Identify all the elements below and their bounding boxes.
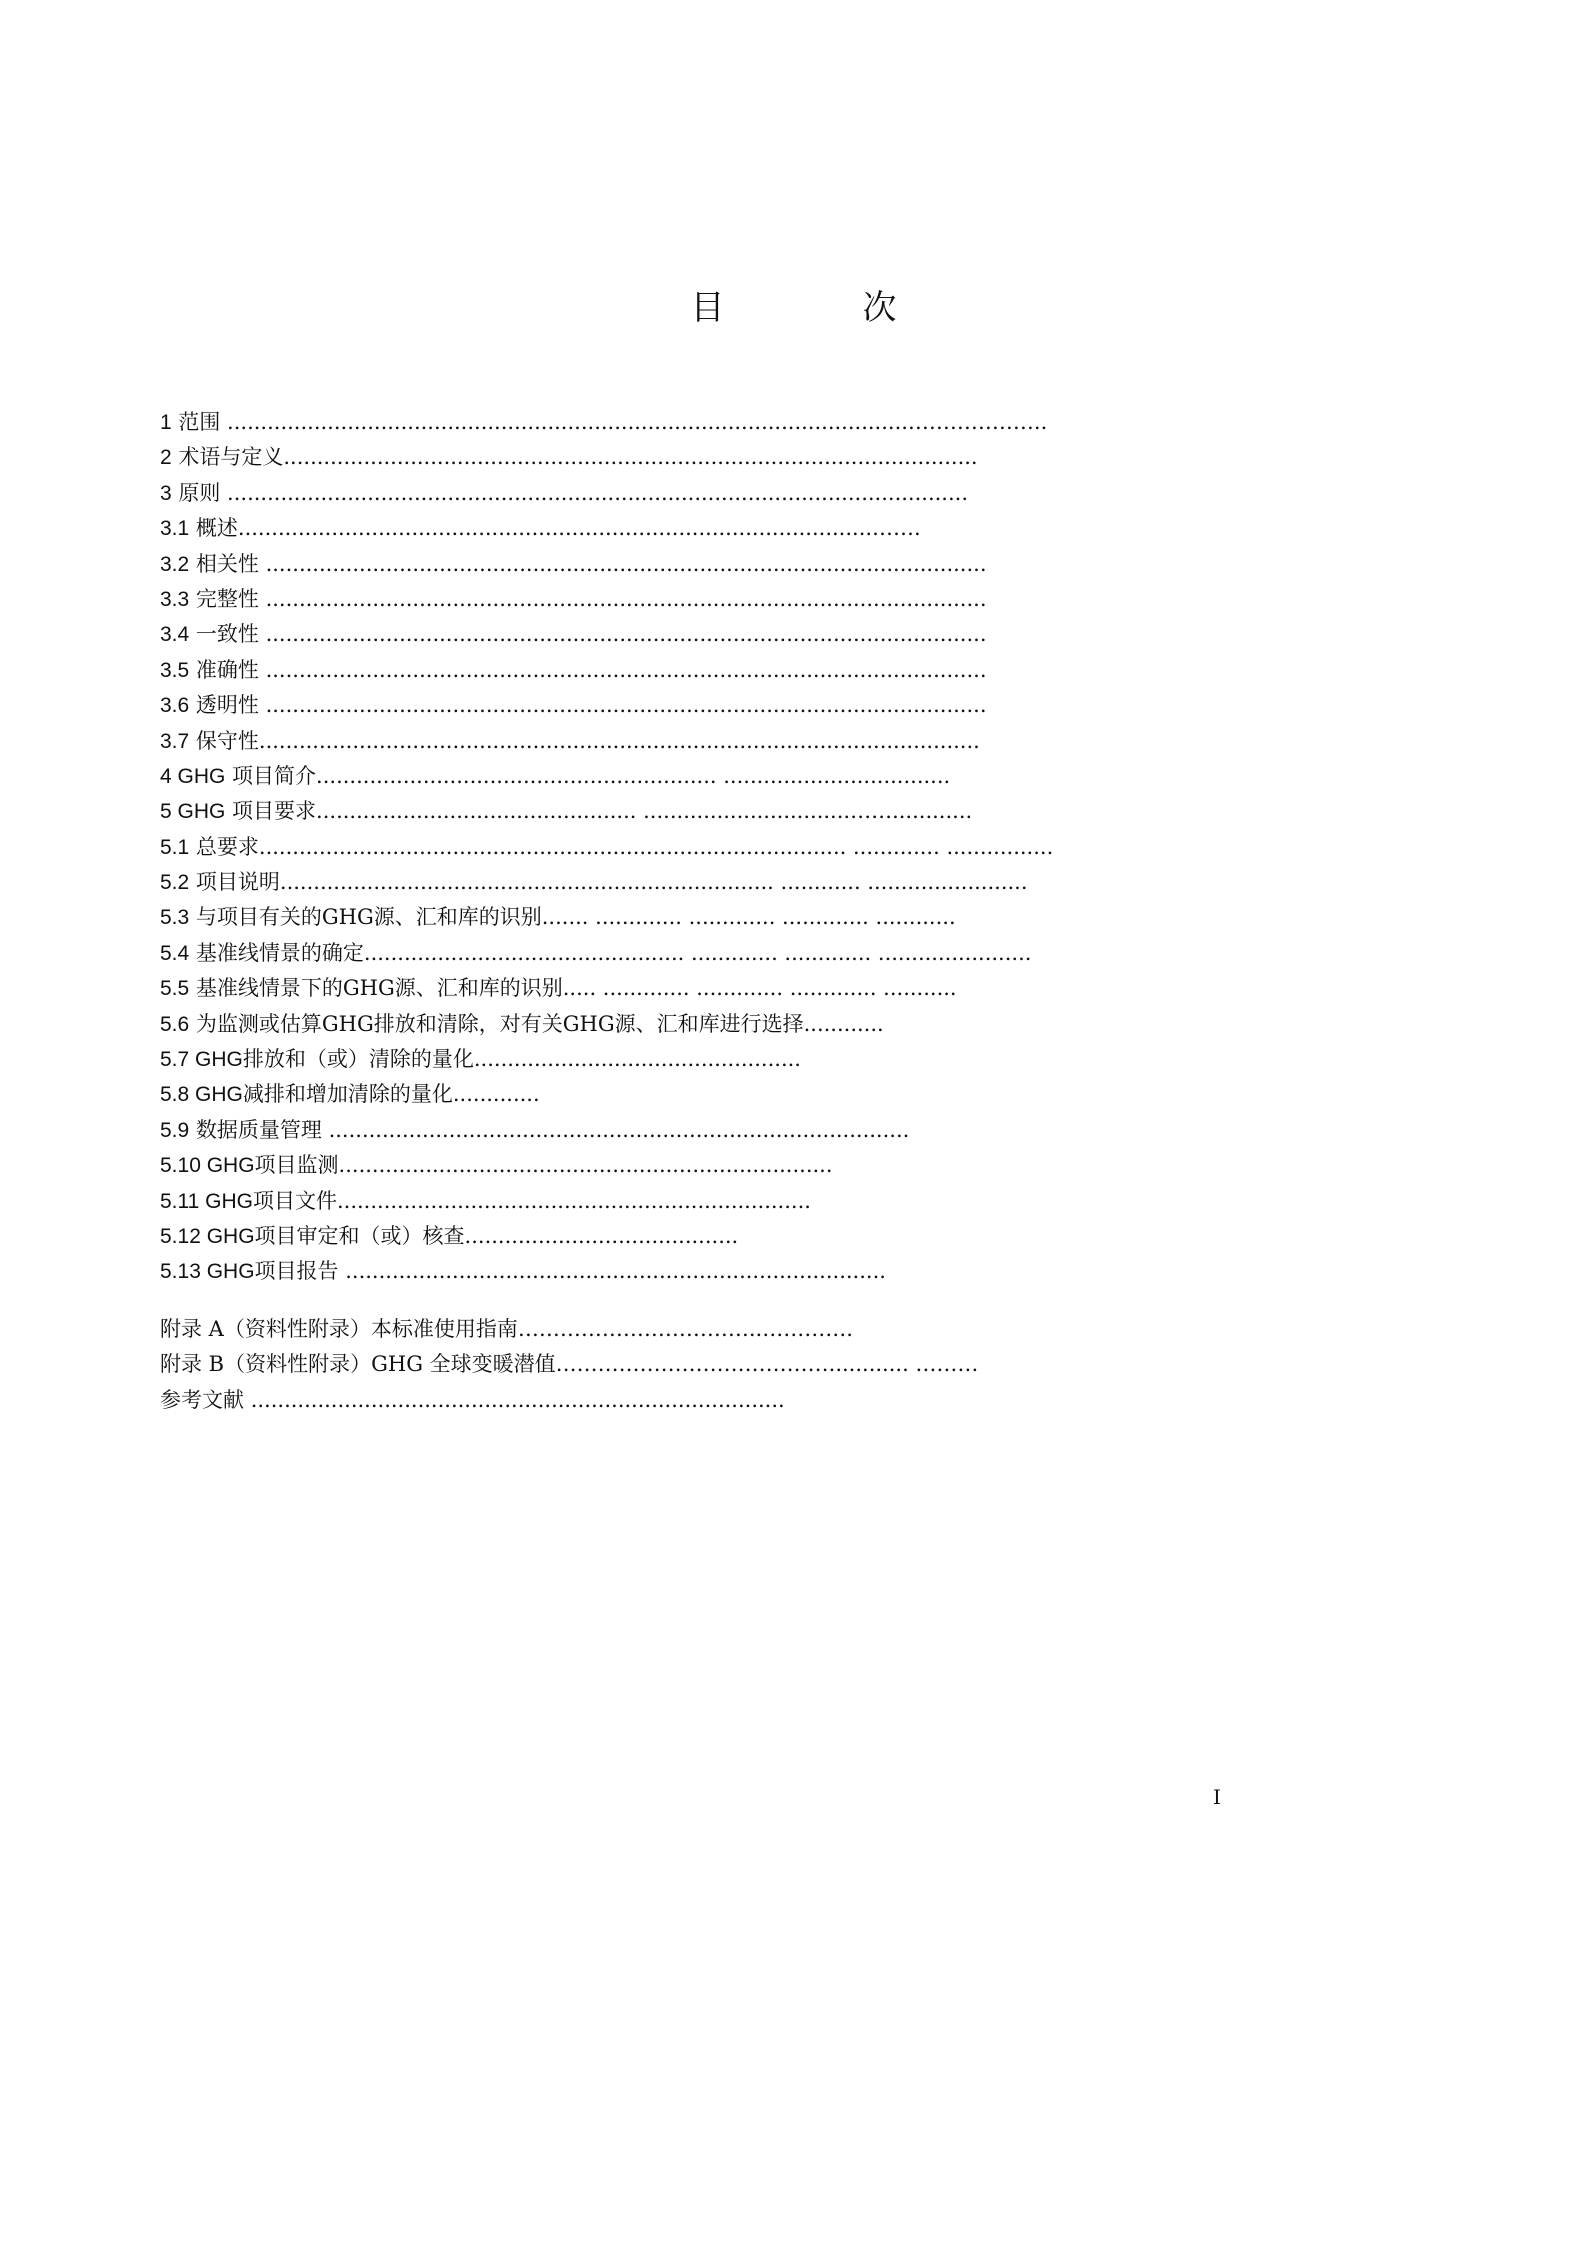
page-title: 目 次 (690, 288, 949, 328)
toc-entry-number: 3.4 (160, 623, 190, 647)
toc-entry-title: 术语与定义 (171, 445, 284, 470)
toc-entry-number: 5.11 GHG (160, 1189, 253, 1213)
toc-entry-number: 3.5 (160, 658, 190, 682)
toc-entry[interactable] (160, 1042, 1160, 1077)
toc-entry-number: 5.1 (160, 835, 190, 859)
toc-appendix-entry[interactable] (160, 1347, 1160, 1382)
toc-entry-title: 项目文件 (252, 1188, 337, 1213)
toc-leader-dots: ……………………………..…………. (517, 1316, 853, 1341)
toc-entry-number: 2 (160, 446, 172, 470)
toc-entry-number: 5 GHG (160, 800, 226, 824)
toc-entry[interactable] (160, 1219, 1160, 1254)
toc-leader-dots: ........................................................................................................ (283, 445, 978, 470)
table-of-contents (160, 405, 1160, 1418)
toc-entry-title: 数据质量管理 (189, 1117, 329, 1142)
toc-entry-number: 3 (160, 481, 172, 505)
toc-entry-title: 参考文献 (160, 1387, 251, 1412)
toc-leader-dots: ............................................................................................................ (265, 657, 987, 682)
toc-entry[interactable] (160, 936, 1160, 971)
toc-entry-title: 项目报告 (254, 1259, 346, 1284)
toc-leader-dots: ................................................................................. (345, 1259, 886, 1284)
toc-entry-number: 5.13 GHG (160, 1260, 255, 1284)
toc-entry[interactable] (160, 1148, 1160, 1183)
toc-leader-dots: ....... ............. ............. ............. ............ (541, 905, 956, 930)
toc-leader-dots: ............................................................................................................ (265, 693, 987, 718)
toc-entry-number: 1 (160, 411, 172, 434)
toc-entry-title: 为监测或估算GHG排放和清除，对有关GHG源、汇和库进行选择 (189, 1011, 804, 1036)
toc-entry-number: 3.2 (160, 552, 190, 576)
toc-entry-title: 项目要求 (225, 799, 317, 824)
toc-entry[interactable] (160, 759, 1160, 794)
page-number: I (1213, 1785, 1221, 1809)
toc-leader-dots: ............................................................................................................... (227, 480, 969, 505)
toc-entry[interactable] (160, 653, 1160, 688)
toc-leader-dots: ............................................................ .................................. (316, 763, 951, 788)
toc-leader-dots: ............. (452, 1082, 540, 1107)
toc-leader-dots: ..... ............. ............. ............. ........... (562, 976, 957, 1001)
toc-entry[interactable] (160, 1007, 1160, 1042)
toc-entry-number: 4 GHG (160, 764, 226, 788)
toc-entry-title: 基准线情景的确定 (189, 940, 364, 965)
toc-leader-dots: ................................................. (473, 1047, 801, 1072)
toc-entry[interactable] (160, 511, 1160, 546)
toc-leader-dots: ....................................................................... (336, 1188, 811, 1213)
toc-leader-dots: ................................................................................ (250, 1387, 785, 1412)
toc-entry-title: 准确性 (189, 657, 266, 682)
toc-entry-number: 5.12 GHG (160, 1224, 255, 1248)
toc-entry-number: 3.7 (160, 729, 190, 753)
toc-entry-title: 附录 A（资料性附录）本标准使用指南 (160, 1316, 518, 1341)
toc-entry-title: 一致性 (189, 622, 266, 647)
toc-entry[interactable] (160, 865, 1160, 900)
toc-leader-dots: ........................................................................................ ............. ................ (258, 834, 1054, 859)
toc-entry[interactable] (160, 900, 1160, 935)
toc-entry-title: 排放和（或）清除的量化 (242, 1047, 474, 1072)
toc-entry-title: 范围 (171, 410, 228, 434)
toc-entry-number: 3.1 (160, 517, 190, 541)
toc-entry-title: 透明性 (189, 693, 266, 718)
toc-entry-number: 5.2 (160, 871, 190, 895)
toc-entry[interactable] (160, 547, 1160, 582)
toc-entry[interactable] (160, 794, 1160, 829)
toc-entry[interactable] (160, 830, 1160, 865)
toc-entry-title: 完整性 (189, 586, 266, 611)
toc-leader-dots: ............................................................................................................ (265, 622, 987, 647)
toc-entry[interactable] (160, 688, 1160, 723)
toc-leader-dots: …………………………………............ ……… (555, 1352, 979, 1377)
toc-entry[interactable] (160, 1184, 1160, 1219)
toc-entry-title: 原则 (171, 480, 228, 505)
toc-entry[interactable] (160, 1254, 1160, 1289)
toc-leader-dots: ............................................................................................................ (265, 586, 987, 611)
toc-entry-title: 减排和增加清除的量化 (242, 1082, 453, 1107)
toc-leader-dots: ............................................................................................................ (258, 728, 980, 753)
toc-entry-title: 附录 B（资料性附录）GHG 全球变暖潜值 (160, 1352, 556, 1377)
toc-entry[interactable] (160, 476, 1160, 511)
toc-appendix-entry[interactable] (160, 1383, 1160, 1418)
toc-leader-dots: ......................................... (464, 1223, 739, 1248)
toc-entry-number: 3.6 (160, 694, 190, 718)
toc-spacer (160, 1290, 1160, 1312)
toc-entry-title: 保守性 (189, 728, 259, 753)
toc-entry[interactable] (160, 617, 1160, 652)
toc-entry-number: 5.3 (160, 906, 190, 930)
toc-leader-dots: ............................................................................................................ (265, 551, 987, 576)
toc-entry-title: 与项目有关的GHG源、汇和库的识别 (189, 905, 542, 930)
toc-entry-title: 相关性 (189, 551, 266, 576)
toc-leader-dots: ......................................................................................................……………….. (227, 410, 1048, 434)
toc-entry-number: 3.3 (160, 587, 190, 611)
toc-entry-number: 5.4 (160, 941, 190, 965)
toc-leader-dots: .......................................................................... (338, 1153, 833, 1178)
toc-entry-title: 项目简介 (225, 763, 317, 788)
toc-leader-dots: ...............................................................................................……. (237, 516, 921, 541)
toc-entry-number: 5.8 GHG (160, 1083, 243, 1107)
toc-leader-dots: ....................................................................................... (328, 1117, 910, 1142)
toc-leader-dots: ................................................ ...............................……............ (316, 799, 973, 824)
toc-entry[interactable] (160, 405, 1160, 440)
toc-leader-dots: ................................................ ............. ............. ....................... (363, 940, 1032, 965)
toc-entry[interactable] (160, 440, 1160, 475)
toc-entry-number: 5.10 GHG (160, 1154, 255, 1178)
toc-entry-title: 概述 (189, 516, 238, 541)
toc-entry-number: 5.6 (160, 1012, 190, 1036)
toc-appendix-entry[interactable] (160, 1312, 1160, 1347)
toc-leader-dots: .......................................................................... ............ ........................ (279, 870, 1028, 895)
toc-entry[interactable] (160, 1077, 1160, 1112)
toc-entry-number: 5.7 GHG (160, 1048, 243, 1072)
toc-entry[interactable] (160, 1113, 1160, 1148)
toc-entry-title: 总要求 (189, 834, 259, 859)
toc-entry[interactable] (160, 971, 1160, 1006)
toc-entry[interactable] (160, 724, 1160, 759)
toc-leader-dots: ............ (803, 1011, 884, 1036)
toc-entry-title: 项目审定和（或）核查 (254, 1223, 465, 1248)
toc-entry-title: 项目监测 (254, 1153, 339, 1178)
toc-entry-title: 基准线情景下的GHG源、汇和库的识别 (189, 976, 563, 1001)
toc-entry-title: 项目说明 (189, 870, 280, 895)
toc-entry[interactable] (160, 582, 1160, 617)
toc-entry-number: 5.9 (160, 1118, 190, 1142)
toc-entry-number: 5.5 (160, 977, 190, 1001)
